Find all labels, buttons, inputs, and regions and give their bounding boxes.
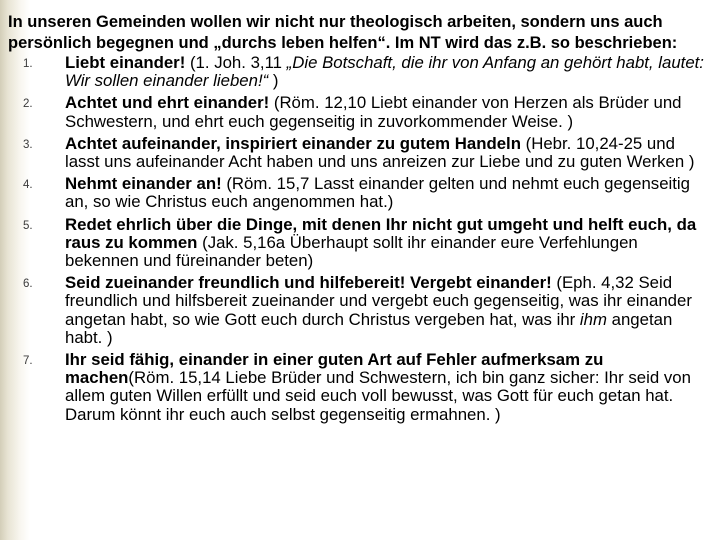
list-item xyxy=(8,94,714,130)
slide-content xyxy=(8,12,714,428)
item-heading: Achtet und ehrt einander! xyxy=(65,93,270,113)
item-heading: Ihr seid fähig, einander in einer guten Art auf Fehler aufmerksam zu machen xyxy=(65,350,604,388)
item-quote: „Die Botschaft, die ihr von Anfang an gehört habt, lautet: Wir sollen einander lieben!“ xyxy=(65,53,704,91)
list-item xyxy=(8,175,714,211)
item-heading: Nehmt einander an! xyxy=(65,174,222,194)
list-number: 6. xyxy=(23,278,33,291)
item-text: (Röm. 15,7 Lasst einander gelten und nehmt euch gegenseitig an, so wie Christus euch angenommen hat.) xyxy=(65,174,690,212)
list-item xyxy=(8,351,714,424)
list-number: 7. xyxy=(23,355,33,368)
item-heading: Achtet aufeinander, inspiriert einander zu gutem Handeln xyxy=(65,133,521,153)
item-text-end: angetan habt. ) xyxy=(65,309,673,347)
list-number: 4. xyxy=(23,179,33,192)
list-item xyxy=(8,54,714,90)
item-heading: Liebt einander! xyxy=(65,53,186,72)
item-text: (Hebr. 10,24-25 und lasst uns aufeinander Acht haben und uns anreizen zur Liebe und zu guten Werken ) xyxy=(65,133,695,172)
list-number: 2. xyxy=(23,98,33,111)
item-text: (Jak. 5,16a Überhaupt sollt ihr einander eure Verfehlungen bekennen und füreinander beten) xyxy=(65,232,638,271)
item-heading: Redet ehrlich über die Dinge, mit denen Ihr nicht gut umgeht und helft euch, da raus zu kommen xyxy=(65,214,697,252)
list-item xyxy=(8,135,714,171)
intro-paragraph: In unseren Gemeinden wollen wir nicht nur theologisch arbeiten, sondern uns auch persönlich begegnen und „durchs leben helfen“. Im NT wird das z.B. so beschrieben: xyxy=(8,13,678,52)
list-number: 1. xyxy=(23,58,33,70)
list-item xyxy=(8,216,714,271)
item-text: (Röm. 12,10 Liebt einander von Herzen als Brüder und Schwestern, und ehrt euch gegenseitig in zuvorkommender Weise. ) xyxy=(65,93,682,131)
list-number: 3. xyxy=(23,138,33,151)
list-number: 5. xyxy=(23,219,33,232)
numbered-list xyxy=(8,54,714,424)
list-item xyxy=(8,274,714,347)
item-text: (Eph. 4,32 Seid freundlich und hilfsbereit zueinander und vergebt euch gegenseitig, was ihr einander angetan habt, so wie Gott euch durch Christus vergeben hat, was ihr xyxy=(65,273,692,329)
item-heading: Seid zueinander freundlich und hilfebereit! Vergebt einander! xyxy=(65,273,552,293)
item-tail: ) xyxy=(268,71,279,91)
item-emphasis: ihm xyxy=(579,309,607,329)
item-reference: (1. Joh. 3,11 xyxy=(189,53,287,72)
item-text: (Röm. 15,14 Liebe Brüder und Schwestern, ich bin ganz sicher: Ihr seid von allem guten Willen erfüllt und seid euch voll bewusst, was Gott für euch getan hat. Darum könnt ihr euch auch selbst gegenseitig ermahnen. ) xyxy=(65,368,691,424)
